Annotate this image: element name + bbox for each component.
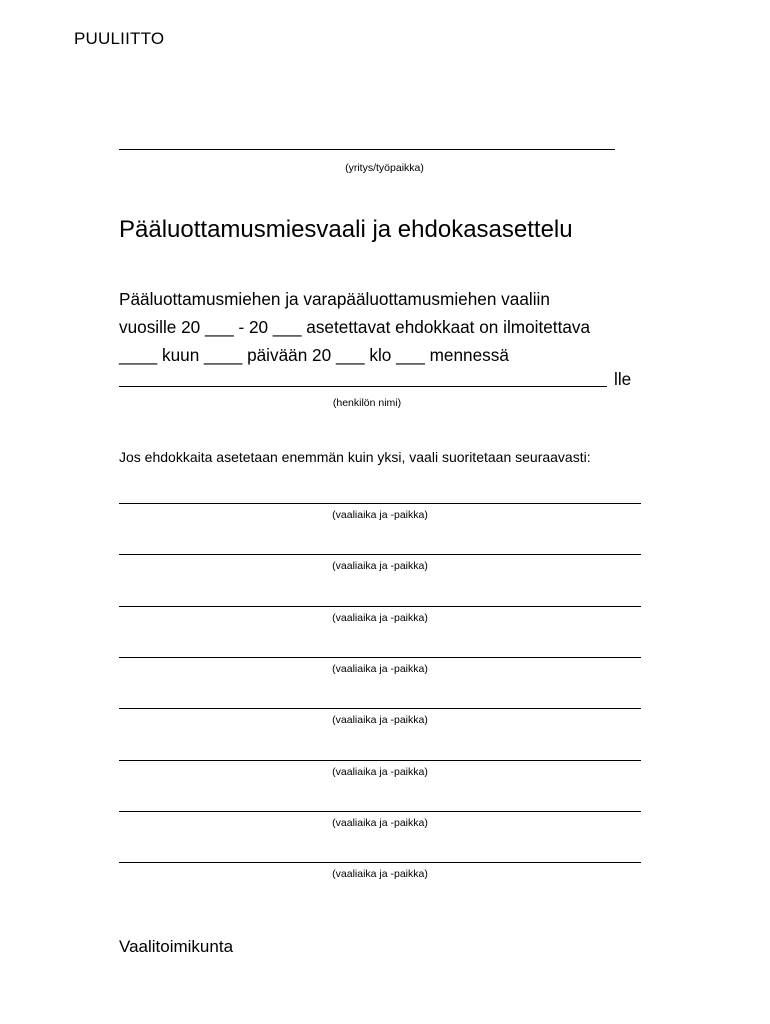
- election-slot-caption: (vaaliaika ja -paikka): [332, 663, 428, 675]
- recipient-suffix: lle: [614, 369, 632, 389]
- election-slot-line: [119, 760, 641, 761]
- document-title: Pääluottamusmiesvaali ja ehdokasasettelu: [119, 216, 573, 243]
- election-slot-line: [119, 657, 641, 658]
- election-slot-caption: (vaaliaika ja -paikka): [332, 509, 428, 521]
- election-slot-line: [119, 708, 641, 709]
- election-slot-caption: (vaaliaika ja -paikka): [332, 868, 428, 880]
- announcement-line-3: ____ kuun ____ päivään 20 ___ klo ___ mennessä: [119, 345, 509, 365]
- announcement-line-1: Pääluottamusmiehen ja varapääluottamusmiehen vaaliin: [119, 289, 550, 309]
- election-slot-caption: (vaaliaika ja -paikka): [332, 612, 428, 624]
- election-intro: Jos ehdokkaita asetetaan enemmän kuin yksi, vaali suoritetaan seuraavasti:: [119, 449, 591, 465]
- election-slot-line: [119, 862, 641, 863]
- election-slot-line: [119, 554, 641, 555]
- organization-name: PUULIITTO: [74, 29, 165, 48]
- recipient-caption: (henkilön nimi): [332, 397, 402, 409]
- election-slot-caption: (vaaliaika ja -paikka): [332, 714, 428, 726]
- announcement-line-2: vuosille 20 ___ - 20 ___ asetettavat ehdokkaat on ilmoitettava: [119, 317, 591, 337]
- company-caption: (yritys/työpaikka): [345, 162, 424, 174]
- recipient-row: [119, 369, 639, 391]
- election-slot-caption: (vaaliaika ja -paikka): [332, 817, 428, 829]
- election-slot-caption: (vaaliaika ja -paikka): [332, 766, 428, 778]
- election-slot-line: [119, 503, 641, 504]
- company-line: [119, 149, 615, 150]
- recipient-name-line: [119, 386, 607, 387]
- election-slot-line: [119, 811, 641, 812]
- election-slot-line: [119, 606, 641, 607]
- election-committee-label: Vaalitoimikunta: [119, 937, 234, 956]
- election-slot-caption: (vaaliaika ja -paikka): [332, 560, 428, 572]
- announcement-paragraph: [119, 285, 590, 369]
